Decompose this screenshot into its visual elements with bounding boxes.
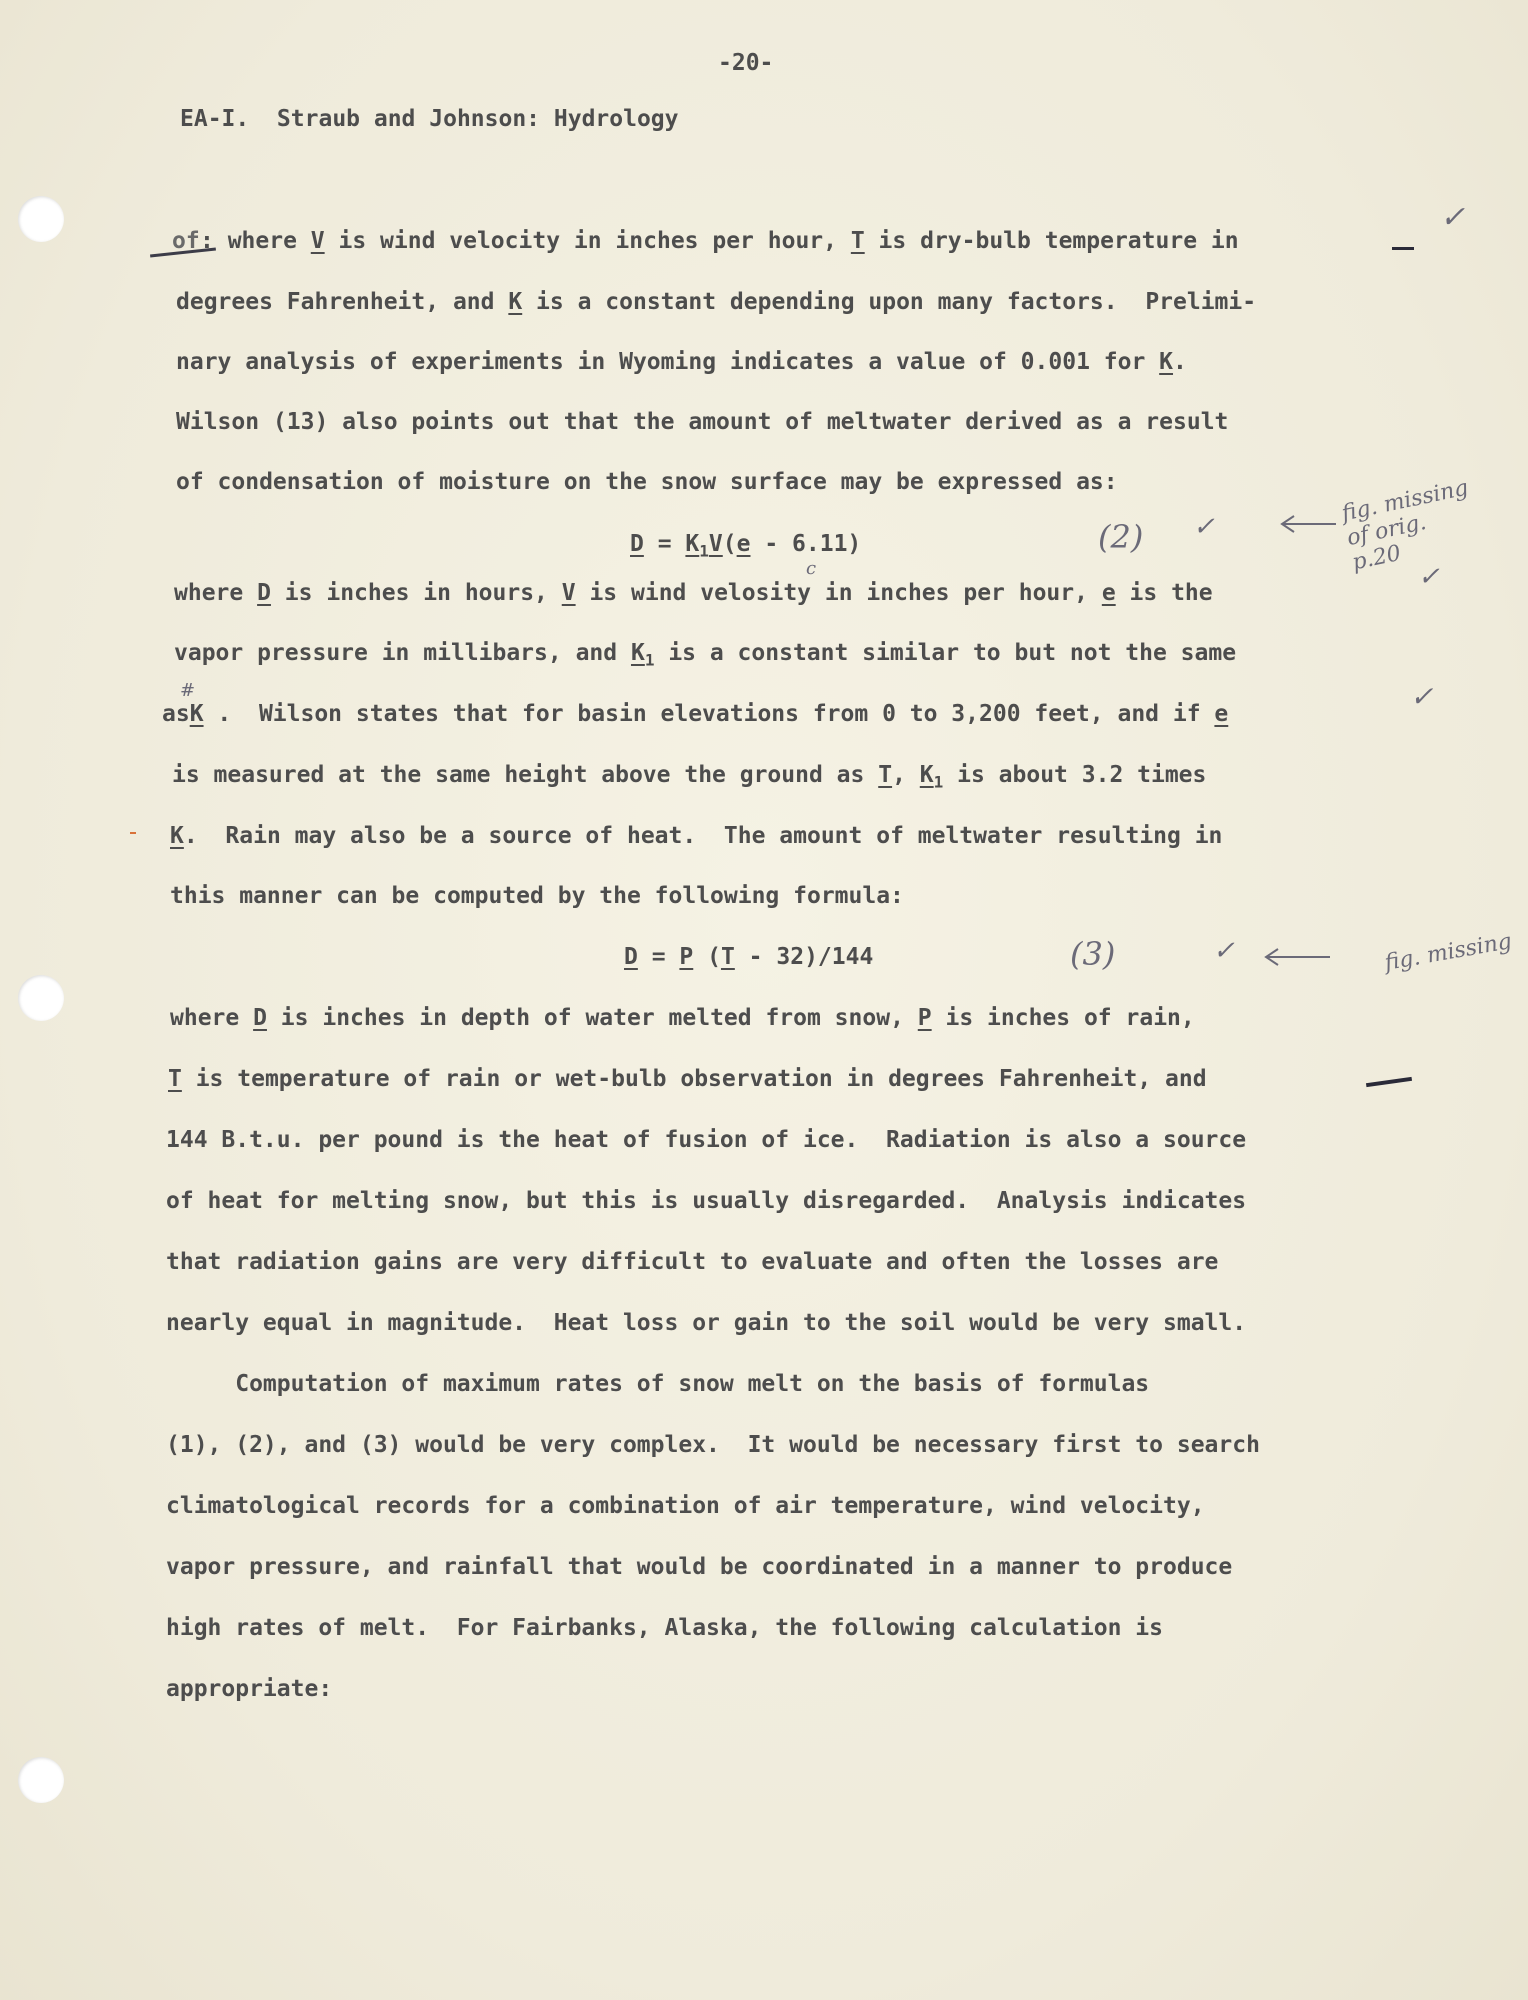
hash-insertion-mark: #	[180, 680, 196, 701]
struck-word: of	[172, 228, 200, 254]
check-mark: ✓	[1193, 512, 1215, 542]
text-line: that radiation gains are very difficult to evaluate and often the losses are	[166, 1249, 1219, 1275]
margin-note-fig-missing: fig. missing	[1382, 929, 1514, 976]
text-line: asK . Wilson states that for basin elevations from 0 to 3,200 feet, and if e	[162, 701, 1229, 727]
margin-dash-mark	[1392, 247, 1414, 250]
text-line: vapor pressure in millibars, and $K_1$ is a constant similar to but not the same	[174, 640, 1237, 670]
punch-hole	[18, 975, 64, 1021]
margin-tick-mark	[130, 832, 136, 834]
arrow-left-icon	[1262, 946, 1332, 968]
equation-number-3: (3)	[1070, 935, 1116, 973]
punch-hole	[18, 196, 64, 242]
text-line: degrees Fahrenheit, and K is a constant depending upon many factors. Prelimi-	[176, 289, 1257, 315]
text-line: : where V is wind velocity in inches per hour, T is dry-bulb temperature in	[200, 228, 1239, 254]
text-line: 144 B.t.u. per pound is the heat of fusion of ice. Radiation is also a source	[166, 1127, 1247, 1153]
arrow-left-icon	[1278, 512, 1338, 536]
equation-number-2: (2)	[1098, 518, 1144, 556]
text-line: high rates of melt. For Fairbanks, Alaska, the following calculation is	[166, 1615, 1163, 1641]
margin-note-fig-missing: fig. missing of orig. p.20	[1339, 475, 1471, 576]
text-line: where D is inches in hours, V is wind velosity in inches per hour, e is the	[174, 580, 1213, 606]
check-mark: ✓	[1410, 680, 1434, 713]
text-line: appropriate:	[166, 1676, 333, 1702]
text-line: where D is inches in depth of water melted from snow, P is inches of rain,	[170, 1005, 1195, 1031]
text-line: nearly equal in magnitude. Heat loss or gain to the soil would be very small.	[166, 1310, 1247, 1336]
text-line: Computation of maximum rates of snow melt on the basis of formulas	[166, 1371, 1150, 1397]
text-line: (1), (2), and (3) would be very complex. It would be necessary first to search	[166, 1432, 1260, 1458]
running-title: EA-I. Straub and Johnson: Hydrology	[180, 106, 679, 132]
text-line: of condensation of moisture on the snow surface may be expressed as:	[176, 469, 1118, 495]
text-line: this manner can be computed by the following formula:	[170, 883, 904, 909]
punch-hole	[18, 1757, 64, 1803]
equation-3: D = P (T - 32)/144	[624, 944, 874, 970]
text-line: climatological records for a combination of air temperature, wind velocity,	[166, 1493, 1205, 1519]
text-line: vapor pressure, and rainfall that would be coordinated in a manner to produce	[166, 1554, 1233, 1580]
caret-insertion-mark: c	[806, 558, 817, 579]
equation-2: $D = K_1V(e - 6.11)$	[630, 531, 862, 561]
text-line: Wilson (13) also points out that the amount of meltwater derived as a result	[176, 409, 1229, 435]
text-line: T is temperature of rain or wet-bulb observation in degrees Fahrenheit, and	[168, 1066, 1207, 1092]
page-number: -20-	[718, 50, 774, 76]
check-mark: ✓	[1213, 936, 1235, 966]
check-mark: ✓	[1418, 562, 1440, 592]
text-line: K. Rain may also be a source of heat. The amount of meltwater resulting in	[170, 823, 1223, 849]
text-line: nary analysis of experiments in Wyoming indicates a value of 0.001 for K.	[176, 349, 1187, 375]
check-mark: ✓	[1440, 200, 1466, 235]
margin-dash-mark	[1366, 1077, 1412, 1087]
text-line: is measured at the same height above the ground as T, $K_1$ is about 3.2 times	[172, 762, 1207, 792]
text-line: of heat for melting snow, but this is usually disregarded. Analysis indicates	[166, 1188, 1247, 1214]
